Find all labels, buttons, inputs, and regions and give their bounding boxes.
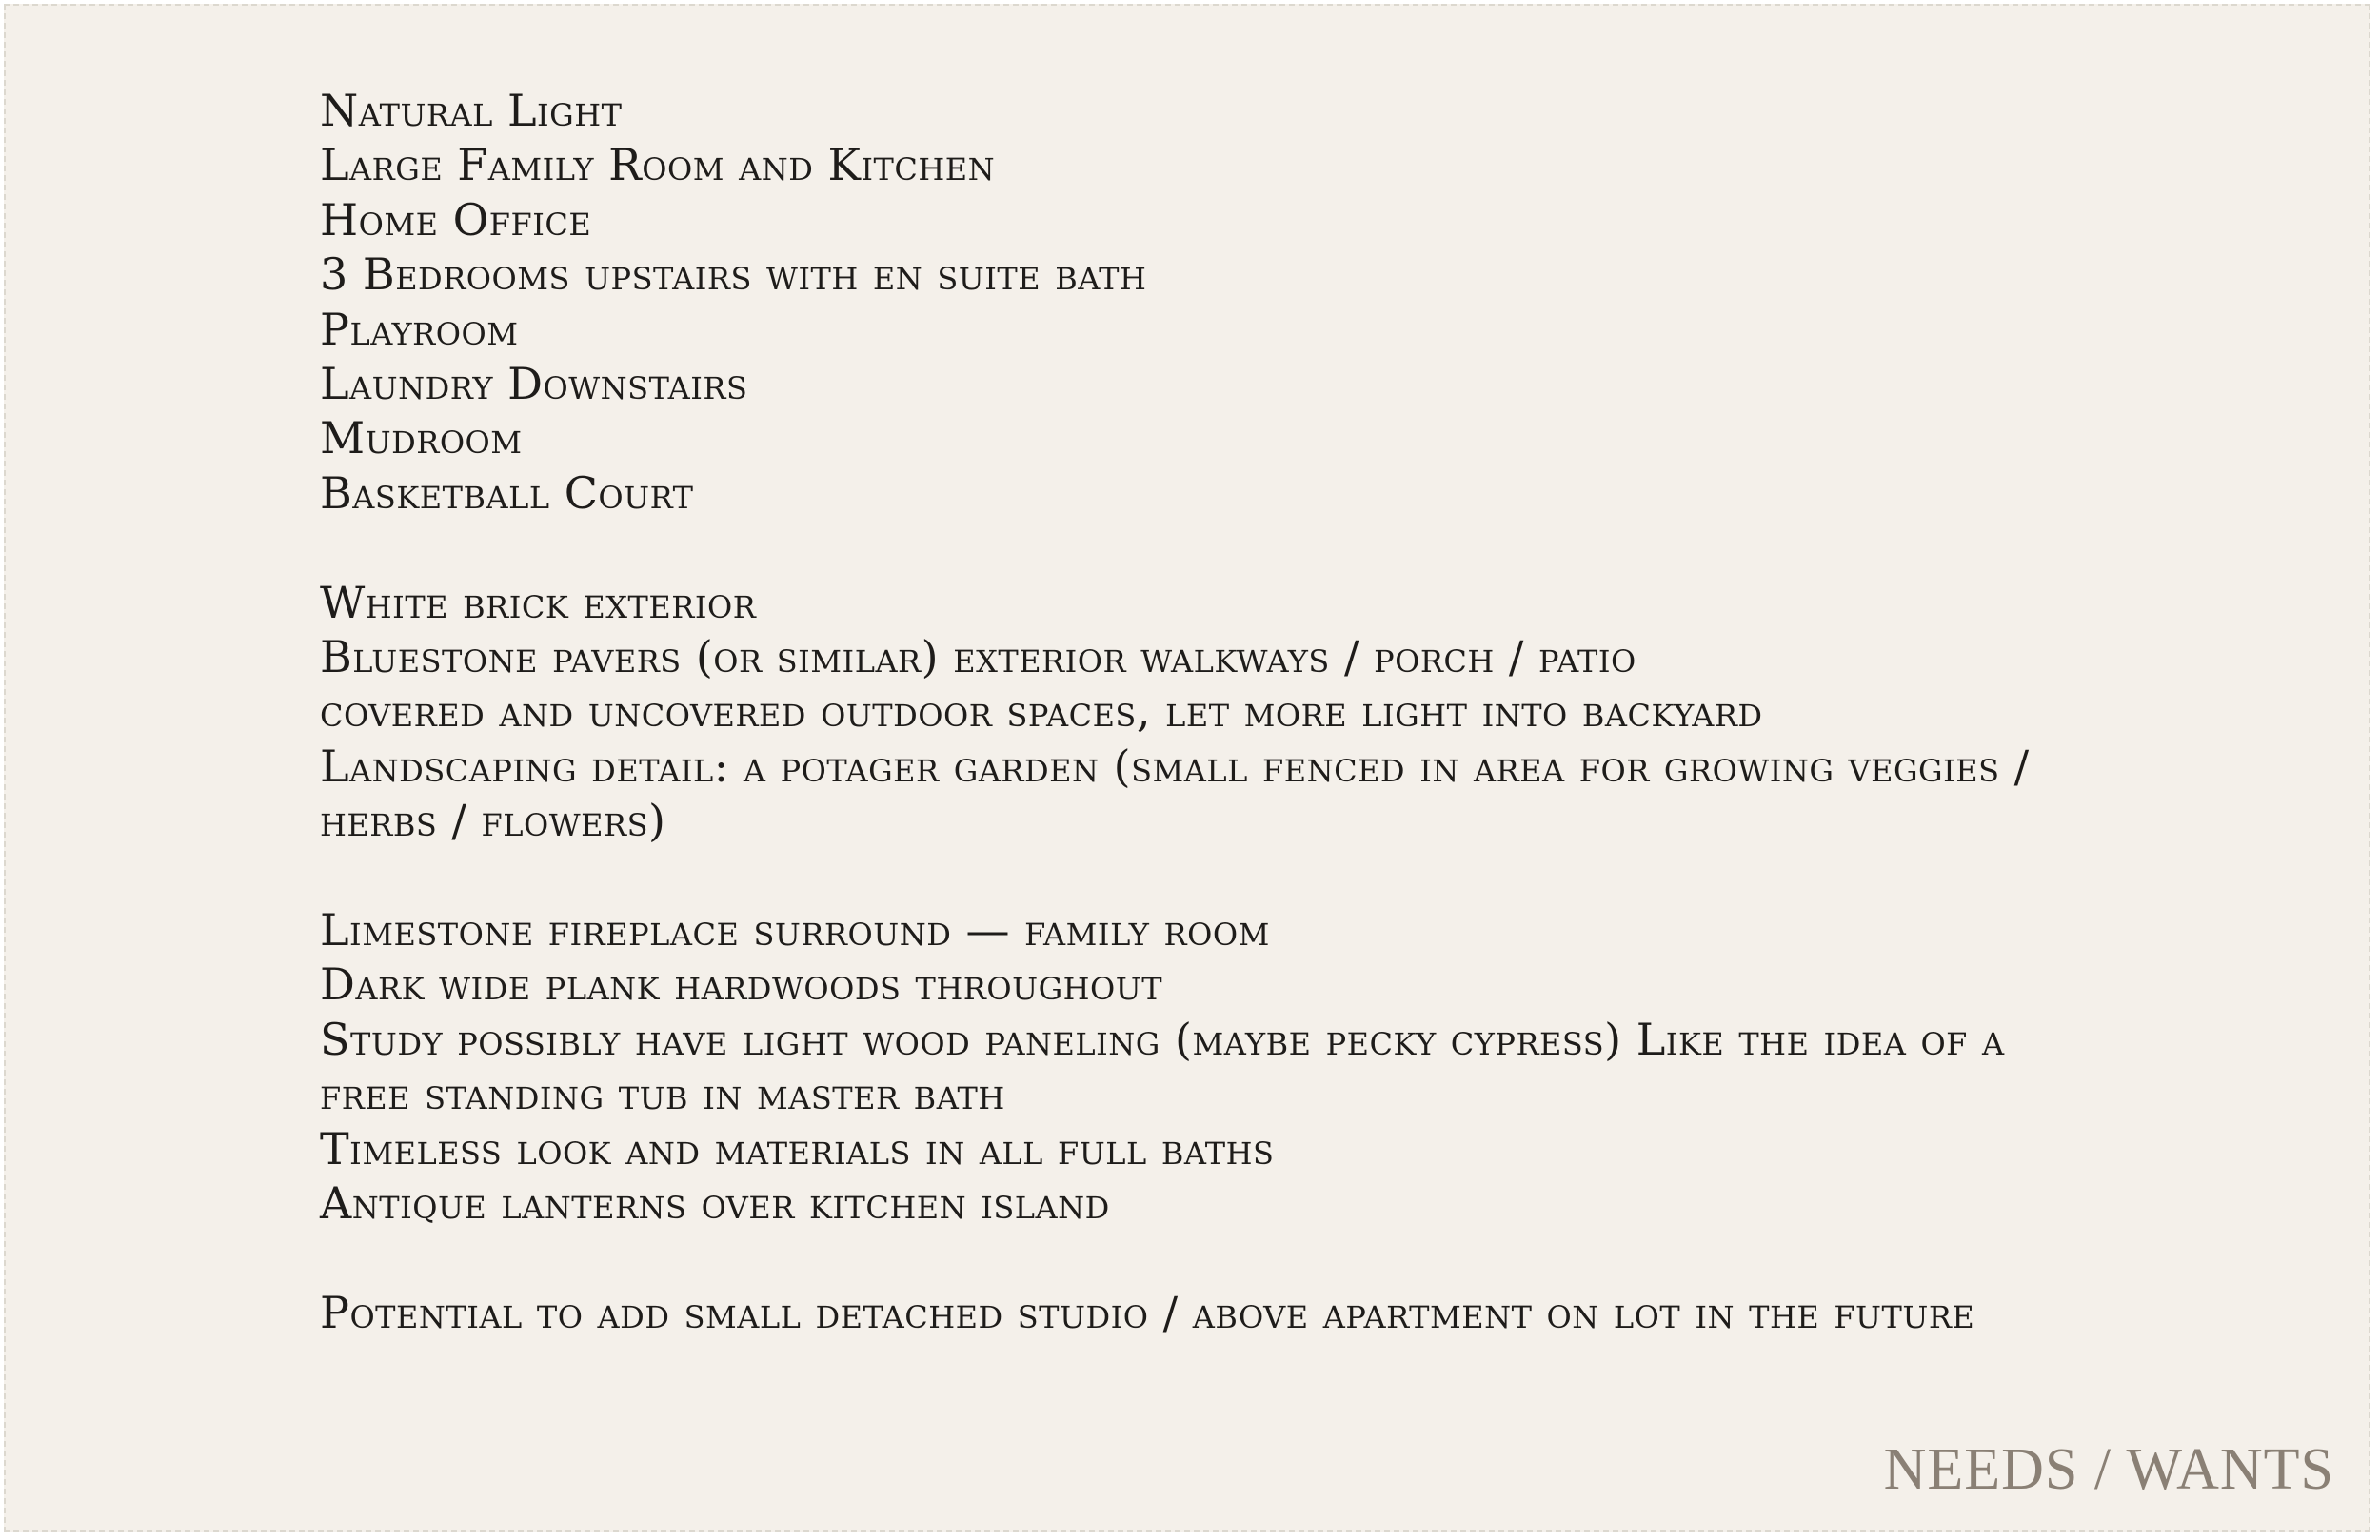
list-item: covered and uncovered outdoor spaces, let more light into backyard [320,685,1763,738]
list-item: Landscaping detail: a potager garden (small fenced in area for growing veggies / herbs / flowers) [320,740,2030,847]
page-title: NEEDS / WANTS [1883,1437,2334,1502]
list-item: Large Family Room and Kitchen [320,139,996,191]
list-item: Study possibly have light wood paneling (maybe pecky cypress) Like the idea of a free standing tub in master bath [320,1013,2005,1120]
list-item: White brick exterior [320,576,757,628]
list-item: Laundry Downstairs [320,358,748,410]
list-item: Potential to add small detached studio / above apartment on lot in the future [320,1286,1975,1338]
list-item: Mudroom [320,412,523,464]
list-item: Timeless look and materials in all full baths [320,1122,1275,1175]
list-item: Basketball Court [320,466,694,519]
list-item: Limestone fireplace surround — family room [320,904,1270,957]
list-section-exterior [320,576,2081,849]
list-section-future [320,1286,2081,1340]
needs-wants-list [320,84,2081,1340]
page-card [4,4,2370,1532]
list-item: Playroom [320,303,519,355]
list-item: Home Office [320,193,592,246]
list-item: Antique lanterns over kitchen island [320,1177,1110,1230]
list-item: Dark wide plank hardwoods throughout [320,958,1163,1011]
list-section-materials [320,903,2081,1231]
list-section-interior-spaces [320,84,2081,521]
list-item: Bluestone pavers (or similar) exterior walkways / porch / patio [320,631,1636,683]
list-item: Natural Light [320,85,623,136]
list-item: 3 Bedrooms upstairs with en suite bath [320,248,1147,301]
